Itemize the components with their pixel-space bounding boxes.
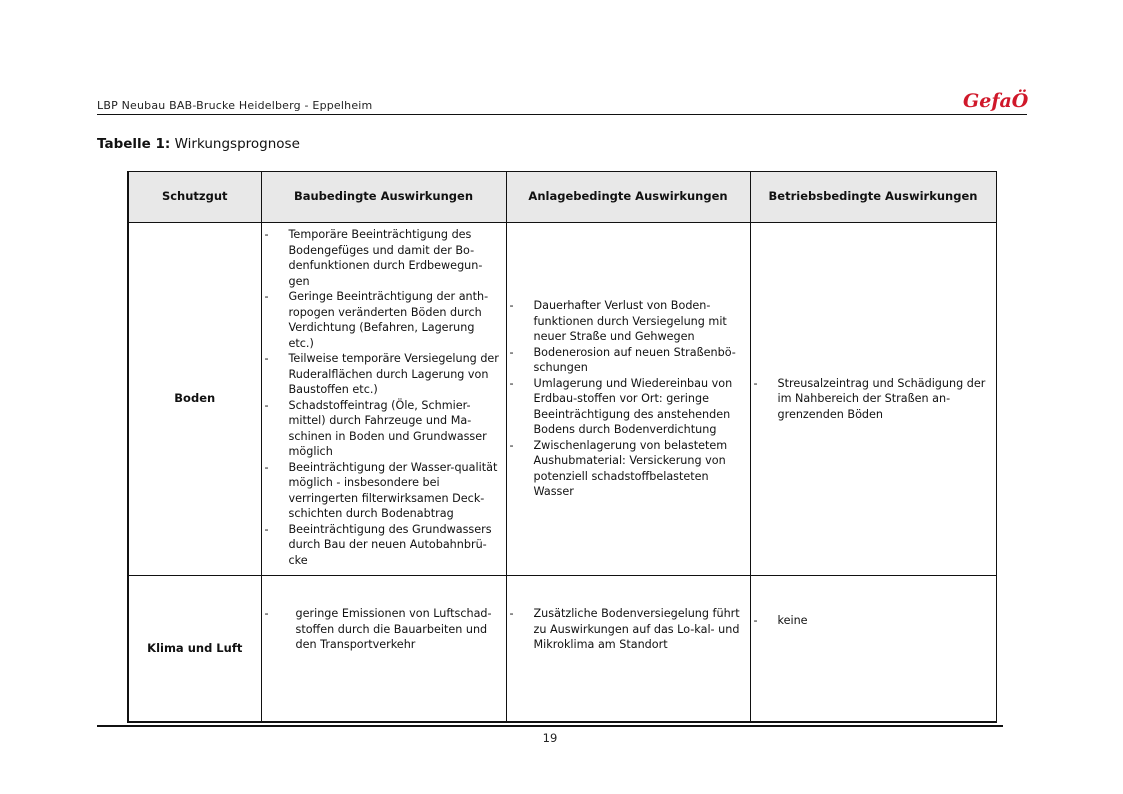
betriebsbedingt-cell	[750, 223, 996, 576]
list-item: - Geringe Beeinträchtigung der anth-ropogen veränderten Böden durch Verdichtung (Befahren, Lagerung etc.)	[262, 289, 506, 351]
table-caption-label: Tabelle 1:	[97, 136, 171, 152]
anlagebedingt-cell	[506, 576, 750, 723]
column-header-schutzgut: Schutzgut	[128, 172, 261, 223]
footer-divider	[97, 725, 1003, 727]
table-caption-text: Wirkungsprognose	[170, 136, 300, 152]
column-header-baubedingt: Baubedingte Auswirkungen	[261, 172, 506, 223]
baubedingt-cell	[261, 223, 506, 576]
schutzgut-cell: Klima und Luft	[128, 576, 261, 723]
table-row	[128, 223, 996, 576]
list-item: - Streusalzeintrag und Schädigung der im Nahbereich der Straßen an-grenzenden Böden	[751, 376, 996, 423]
list-item: - geringe Emissionen von Luftschad-stoffen durch die Bauarbeiten und den Transportverkehr	[262, 606, 506, 653]
list-item: - Schadstoffeintrag (Öle, Schmier-mittel) durch Fahrzeuge und Ma-schinen in Boden und Grundwasser möglich	[262, 398, 506, 460]
page-number: 19	[542, 731, 558, 745]
list-item: - keine	[751, 613, 996, 629]
list-item: - Zusätzliche Bodenversiegelung führt zu Auswirkungen auf das Lo-kal- und Mikroklima am Standort	[507, 606, 750, 653]
table-caption	[97, 136, 300, 152]
list-item: - Umlagerung und Wiedereinbau von Erdbau-stoffen vor Ort: geringe Beeinträchtigung des anstehenden Bodens durch Bodenverdichtung	[507, 376, 750, 438]
list-item: - Teilweise temporäre Versiegelung der Ruderalflächen durch Lagerung von Baustoffen etc.)	[262, 351, 506, 398]
list-item: - Temporäre Beeinträchtigung des Bodengefüges und damit der Bo-denfunktionen durch Erdbewegun-gen	[262, 227, 506, 289]
column-header-anlagebedingt: Anlagebedingte Auswirkungen	[506, 172, 750, 223]
baubedingt-cell	[261, 576, 506, 723]
header-divider	[97, 114, 1027, 115]
betriebsbedingt-cell	[750, 576, 996, 723]
impact-table	[127, 171, 997, 723]
list-item: - Beeinträchtigung der Wasser-qualität möglich - insbesondere bei verringerten filterwirksamen Deck-schichten durch Bodenabtrag	[262, 460, 506, 522]
schutzgut-cell: Boden	[128, 223, 261, 576]
list-item: - Beeinträchtigung des Grundwassers durch Bau der neuen Autobahnbrü-cke	[262, 522, 506, 569]
column-header-betriebsbedingt: Betriebsbedingte Auswirkungen	[750, 172, 996, 223]
list-item: - Dauerhafter Verlust von Boden-funktionen durch Versiegelung mit neuer Straße und Gehwegen	[507, 298, 750, 345]
list-item: - Bodenerosion auf neuen Straßenbö-schungen	[507, 345, 750, 376]
list-item: - Zwischenlagerung von belastetem Aushubmaterial: Versickerung von potenziell schadstoffbelasteten Wasser	[507, 438, 750, 500]
table-row	[128, 576, 996, 723]
anlagebedingt-cell	[506, 223, 750, 576]
table-header-row	[128, 172, 996, 223]
gefao-logo: GefaÖ	[963, 90, 1029, 112]
document-header-title: LBP Neubau BAB-Brucke Heidelberg - Eppelheim	[97, 99, 373, 112]
